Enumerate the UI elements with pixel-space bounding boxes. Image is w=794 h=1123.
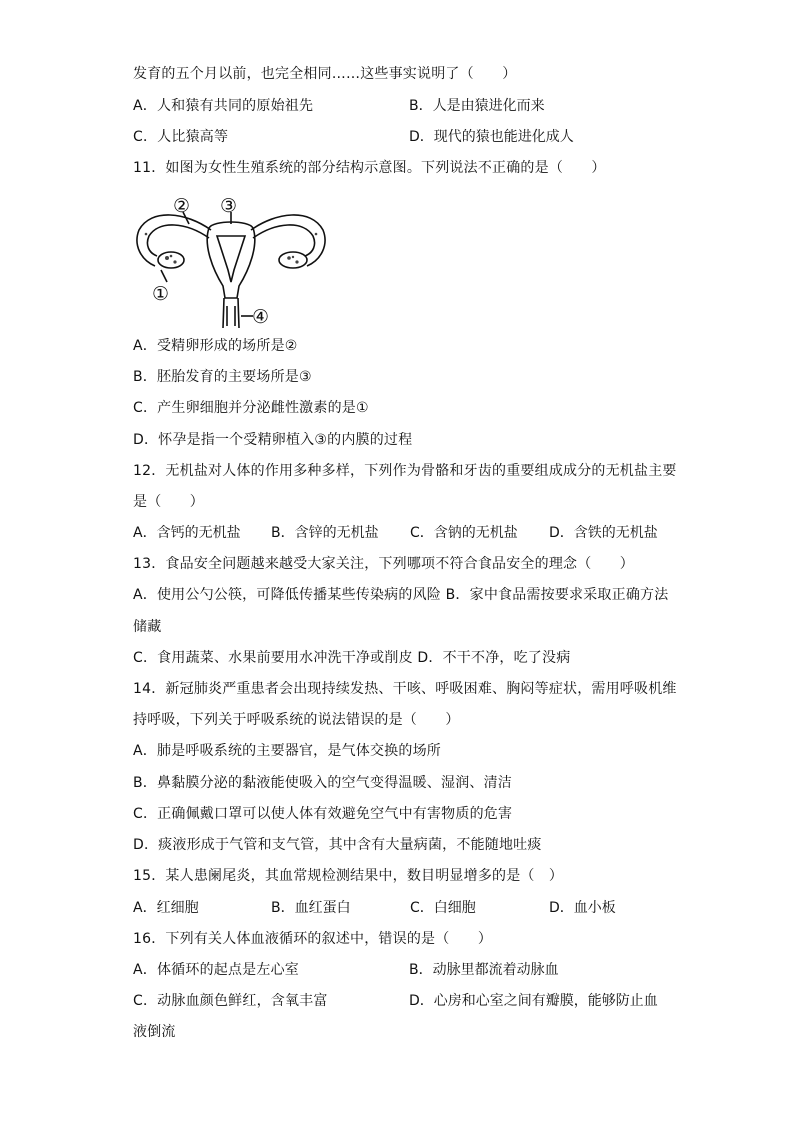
q10-option-c: C．人比猿高等 [133, 129, 229, 145]
q15-option-a: A．红细胞 [133, 900, 199, 916]
q14-option-b: B．鼻黏膜分泌的黏液能使吸入的空气变得温暖、湿润、清洁 [133, 775, 513, 791]
figure-label-1: ① [152, 283, 170, 305]
q16-option-c: C．动脉血颜色鲜红，含氧丰富 [133, 993, 328, 1009]
q10-option-b: B．人是由猿进化而来 [409, 98, 545, 114]
q11-option-c: C．产生卵细胞并分泌雌性激素的是① [133, 400, 369, 416]
q12-stem-line2: 是（ ） [133, 494, 204, 510]
q16-option-d: D．心房和心室之间有瓣膜，能够防止血 [409, 993, 658, 1009]
q12-stem-line1: 12．无机盐对人体的作用多种多样，下列作为骨骼和牙齿的重要组成成分的无机盐主要 [133, 463, 677, 479]
q12-option-a: A．含钙的无机盐 [133, 525, 241, 541]
q16-option-b: B．动脉里都流着动脉血 [409, 962, 559, 978]
q14-stem-line2: 持呼吸，下列关于呼吸系统的说法错误的是（ ） [133, 712, 460, 728]
q13-stem: 13．食品安全问题越来越受大家关注，下列哪项不符合食品安全的理念（ ） [133, 556, 635, 572]
q11-option-b: B．胚胎发育的主要场所是③ [133, 369, 312, 385]
q12-option-b: B．含锌的无机盐 [271, 525, 379, 541]
q14-option-a: A．肺是呼吸系统的主要器官，是气体交换的场所 [133, 743, 441, 759]
q16-option-d-tail: 液倒流 [133, 1024, 176, 1040]
left-ovary [158, 252, 184, 268]
q13-options-cd: C．食用蔬菜、水果前要用水冲洗干净或削皮 D．不干不净，吃了没病 [133, 650, 571, 666]
q13-option-b-tail: 储藏 [133, 619, 162, 635]
right-ovary [279, 252, 307, 268]
q15-option-b: B．血红蛋白 [271, 900, 351, 916]
q10-option-d: D．现代的猿也能进化成人 [409, 129, 574, 145]
q10-option-a: A．人和猿有共同的原始祖先 [133, 98, 314, 114]
q16-stem: 16．下列有关人体血液循环的叙述中，错误的是（ ） [133, 931, 493, 947]
q15-stem: 15．某人患阑尾炎，其血常规检测结果中，数目明显增多的是（ ） [133, 868, 564, 884]
q15-option-d: D．血小板 [549, 900, 616, 916]
q11-option-a: A．受精卵形成的场所是② [133, 338, 298, 354]
q14-option-d: D．痰液形成于气管和支气管，其中含有大量病菌，不能随地吐痰 [133, 837, 542, 853]
q11-option-d: D．怀孕是指一个受精卵植入③的内膜的过程 [133, 432, 413, 448]
uterus [207, 222, 255, 298]
female-reproductive-diagram [131, 190, 331, 330]
vagina [223, 298, 239, 328]
q12-option-d: D．含铁的无机盐 [549, 525, 658, 541]
q12-option-c: C．含钠的无机盐 [410, 525, 518, 541]
q15-option-c: C．白细胞 [410, 900, 476, 916]
q16-option-a: A．体循环的起点是左心室 [133, 962, 299, 978]
q10-stem-tail: 发育的五个月以前，也完全相同……这些事实说明了（ ） [133, 66, 517, 82]
q14-stem-line1: 14．新冠肺炎严重患者会出现持续发热、干咳、呼吸困难、胸闷等症状，需用呼吸机维 [133, 681, 677, 697]
q14-option-c: C．正确佩戴口罩可以使人体有效避免空气中有害物质的危害 [133, 806, 513, 822]
figure-label-2: ② [173, 195, 191, 217]
q13-options-ab: A．使用公勺公筷，可降低传播某些传染病的风险 B．家中食品需按要求采取正确方法 [133, 587, 669, 603]
figure-label-4: ④ [252, 306, 270, 328]
figure-label-3: ③ [220, 195, 238, 217]
q11-stem: 11．如图为女性生殖系统的部分结构示意图。下列说法不正确的是（ ） [133, 160, 606, 176]
